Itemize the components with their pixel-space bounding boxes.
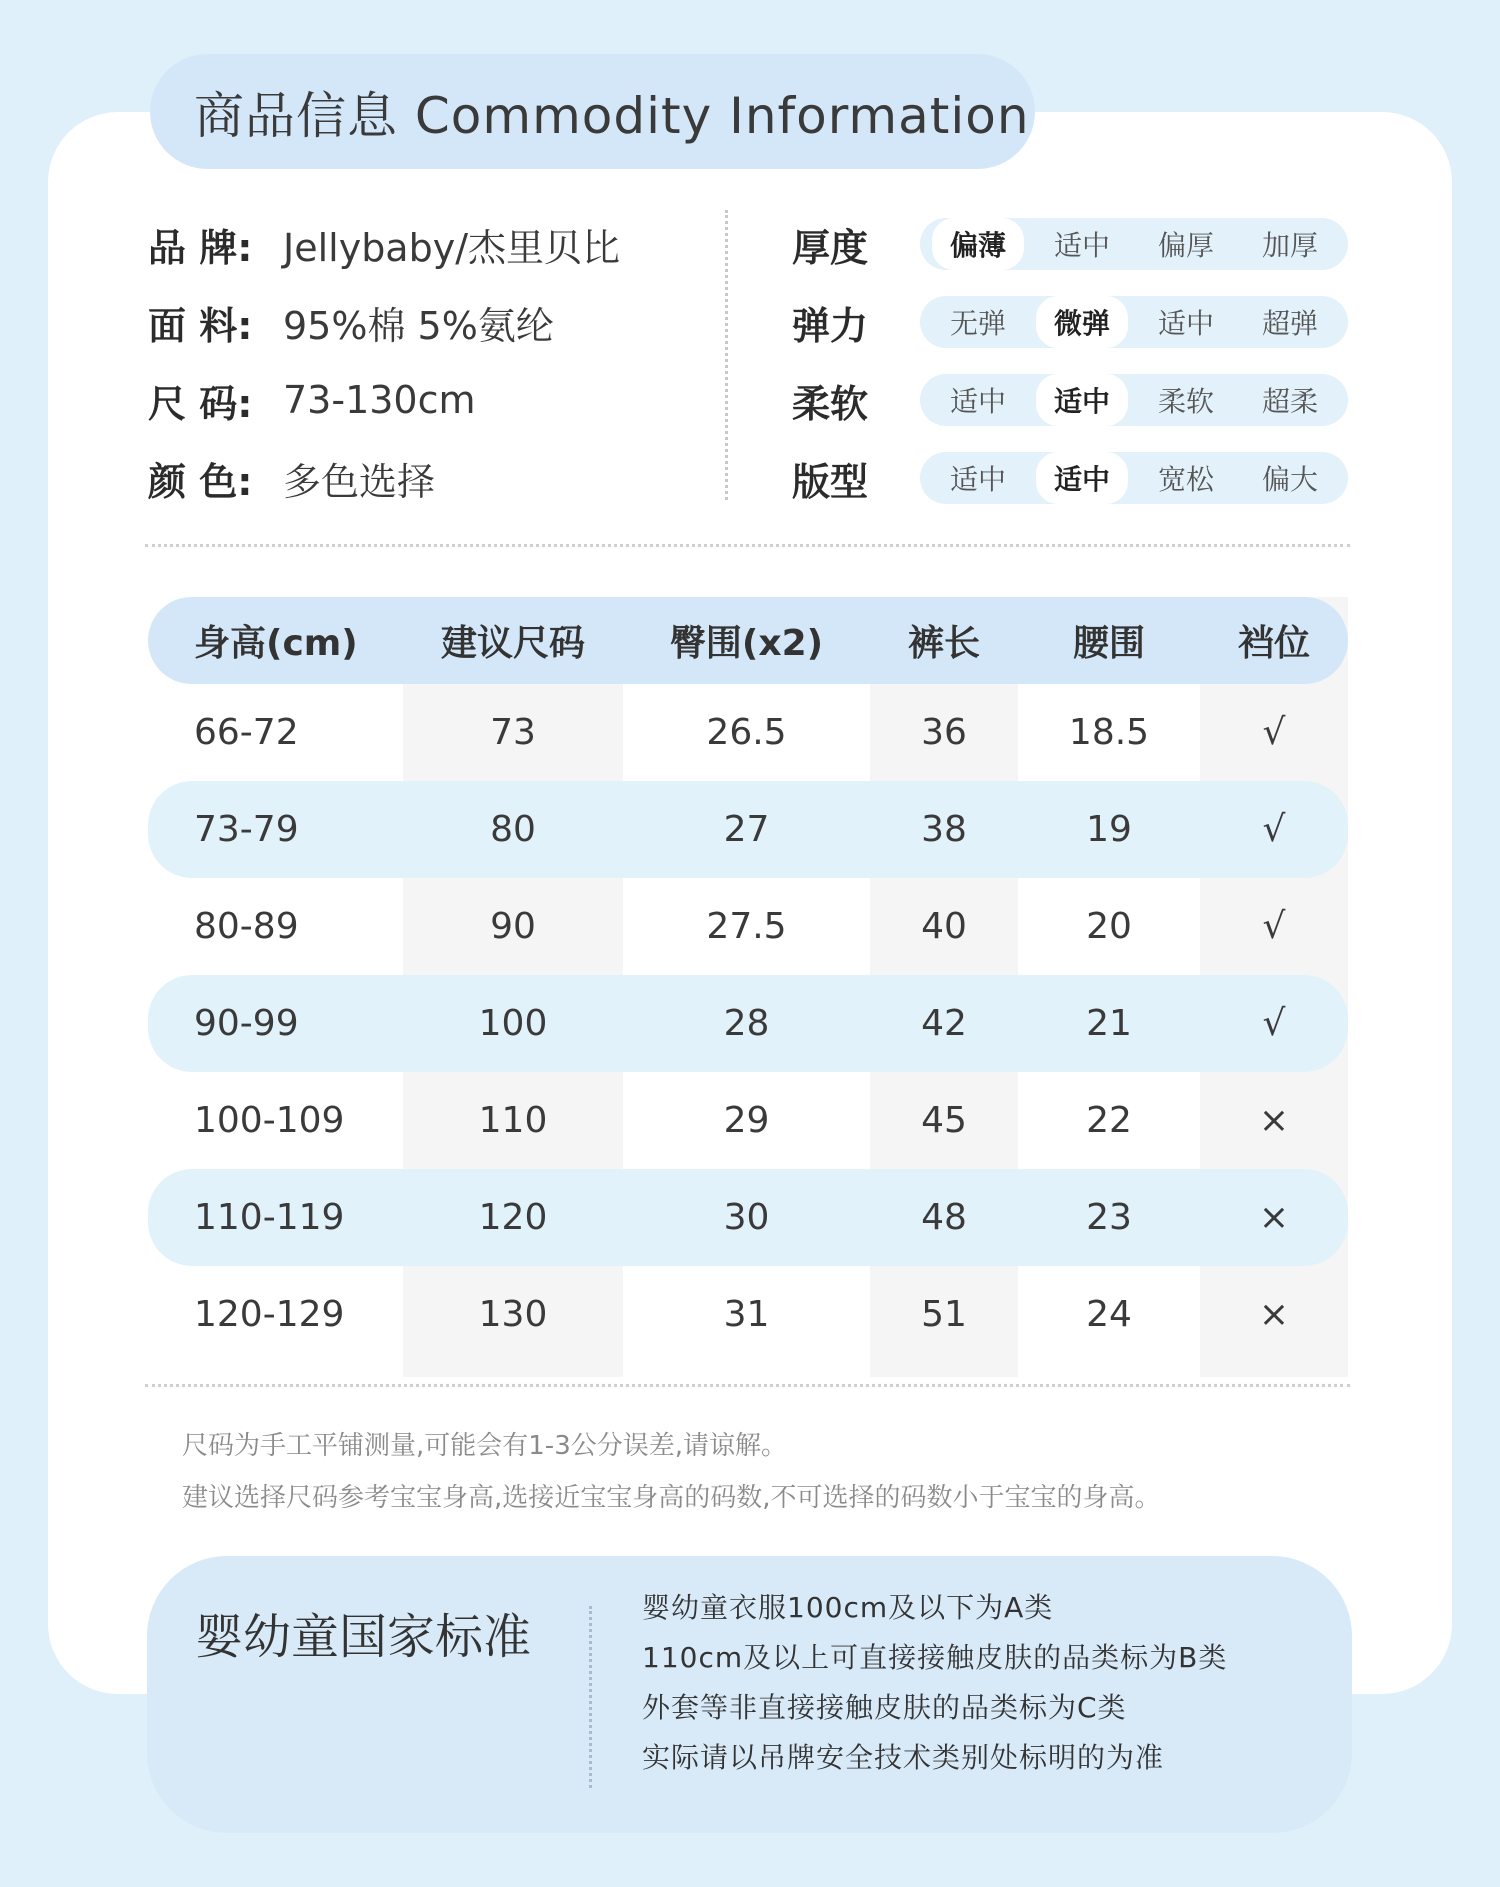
table-row (148, 684, 1348, 781)
table-cell: 42 (921, 1003, 967, 1044)
info-label: 颜 色: (148, 459, 253, 504)
info-value: 95%棉 5%氨纶 (283, 303, 554, 348)
table-cell: 51 (921, 1294, 967, 1335)
header-hip: 臀围(x2) (669, 623, 824, 664)
table-cell: 40 (921, 906, 967, 947)
header-waist: 腰围 (1072, 623, 1145, 664)
table-row (148, 878, 1348, 975)
attr-option: 无弹 (949, 307, 1006, 340)
table-row (148, 1266, 1348, 1363)
product-info-list (148, 205, 620, 517)
table-cell: 23 (1086, 1197, 1132, 1238)
table-cell: 18.5 (1068, 712, 1150, 753)
info-row-size (148, 361, 620, 439)
info-row-fabric (148, 283, 620, 361)
check-icon: √ (1262, 809, 1286, 850)
table-cell: 100 (478, 1003, 548, 1044)
table-cell: 120-129 (194, 1294, 345, 1335)
table-row (148, 1072, 1348, 1169)
cross-icon: × (1258, 1100, 1290, 1141)
section-title-text: 商品信息 Commodity Information (194, 86, 1030, 145)
table-cell: 27 (723, 809, 770, 850)
attr-option: 偏大 (1261, 463, 1318, 496)
info-divider (725, 210, 728, 500)
standard-panel (147, 1556, 1352, 1833)
table-cell: 31 (723, 1294, 770, 1335)
attr-row-softness (792, 361, 1348, 439)
section-divider (145, 1384, 1350, 1387)
attr-option: 偏厚 (1157, 229, 1214, 262)
attr-option: 超弹 (1261, 307, 1318, 340)
table-cell: 24 (1086, 1294, 1132, 1335)
info-value: 73-130cm (283, 378, 476, 422)
table-cell: 48 (921, 1197, 967, 1238)
info-label: 尺 码: (148, 381, 253, 426)
standard-divider (589, 1606, 592, 1788)
attr-label: 柔软 (792, 381, 869, 426)
table-row (148, 781, 1348, 878)
cross-icon: × (1258, 1197, 1290, 1238)
note-line: 尺码为手工平铺测量,可能会有1-3公分误差,请谅解。 (182, 1431, 787, 1461)
attr-option: 适中 (1157, 307, 1214, 340)
attr-scale (920, 296, 1348, 348)
attr-row-elasticity (792, 283, 1348, 361)
attr-option: 适中 (1053, 229, 1110, 262)
table-cell: 120 (478, 1197, 548, 1238)
header-height: 身高(cm) (194, 623, 358, 664)
attr-row-thickness (792, 205, 1348, 283)
table-header-row (148, 597, 1348, 684)
info-row-brand (148, 205, 620, 283)
table-cell: 22 (1086, 1100, 1132, 1141)
table-cell: 28 (723, 1003, 770, 1044)
attr-option: 适中 (949, 385, 1006, 418)
table-cell: 110 (478, 1100, 548, 1141)
check-icon: √ (1262, 906, 1286, 947)
table-cell: 26.5 (706, 712, 787, 753)
header-crotch: 裆位 (1237, 623, 1310, 664)
standard-line: 实际请以吊牌安全技术类别处标明的为准 (642, 1741, 1165, 1774)
attr-row-fit (792, 439, 1348, 517)
table-cell: 110-119 (194, 1197, 345, 1238)
table-cell: 73-79 (194, 809, 299, 850)
attribute-list (792, 205, 1348, 517)
attr-scale (920, 218, 1348, 270)
standard-line: 外套等非直接接触皮肤的品类标为C类 (642, 1691, 1127, 1724)
info-row-color (148, 439, 620, 517)
table-cell: 80-89 (194, 906, 299, 947)
attr-scale (920, 374, 1348, 426)
cross-icon: × (1258, 1294, 1290, 1335)
table-cell: 29 (723, 1100, 770, 1141)
attr-option: 宽松 (1157, 463, 1214, 496)
header-size: 建议尺码 (440, 623, 585, 664)
table-cell: 100-109 (194, 1100, 345, 1141)
standard-line: 婴幼童衣服100cm及以下为A类 (642, 1591, 1054, 1624)
table-cell: 20 (1086, 906, 1132, 947)
table-cell: 90-99 (194, 1003, 299, 1044)
info-label: 面 料: (148, 303, 253, 348)
table-cell: 130 (478, 1294, 548, 1335)
table-cell: 19 (1086, 809, 1132, 850)
attr-label: 版型 (792, 459, 869, 504)
table-cell: 27.5 (706, 906, 787, 947)
table-cell: 21 (1086, 1003, 1132, 1044)
info-value: 多色选择 (283, 459, 436, 504)
section-divider (145, 544, 1350, 547)
check-icon: √ (1262, 1003, 1286, 1044)
info-label: 品 牌: (148, 225, 253, 270)
table-row (148, 1169, 1348, 1266)
table-cell: 73 (490, 712, 536, 753)
size-table (148, 597, 1348, 1363)
attr-option: 微弹 (1036, 296, 1128, 348)
attr-label: 厚度 (792, 225, 869, 270)
section-title (150, 54, 1035, 169)
info-value: Jellybaby/杰里贝比 (283, 225, 621, 270)
standard-title: 婴幼童国家标准 (195, 1609, 532, 1665)
attr-option: 适中 (949, 463, 1006, 496)
check-icon: √ (1262, 712, 1286, 753)
attr-option: 适中 (1036, 452, 1128, 504)
note-line: 建议选择尺码参考宝宝身高,选接近宝宝身高的码数,不可选择的码数小于宝宝的身高。 (182, 1483, 1161, 1513)
size-notes (182, 1420, 1161, 1524)
table-cell: 80 (490, 809, 536, 850)
attr-option: 超柔 (1261, 385, 1318, 418)
table-cell: 30 (723, 1197, 770, 1238)
table-cell: 90 (490, 906, 536, 947)
attr-option: 柔软 (1157, 385, 1214, 418)
table-row (148, 975, 1348, 1072)
attr-label: 弹力 (792, 303, 869, 348)
attr-scale (920, 452, 1348, 504)
header-length: 裤长 (907, 623, 980, 664)
table-cell: 38 (921, 809, 967, 850)
attr-option: 适中 (1036, 374, 1128, 426)
standard-line: 110cm及以上可直接接触皮肤的品类标为B类 (642, 1641, 1228, 1674)
standard-lines (642, 1583, 1227, 1783)
table-cell: 66-72 (194, 712, 299, 753)
attr-option: 偏薄 (932, 218, 1024, 270)
table-cell: 36 (921, 712, 967, 753)
attr-option: 加厚 (1261, 229, 1318, 262)
table-cell: 45 (921, 1100, 967, 1141)
